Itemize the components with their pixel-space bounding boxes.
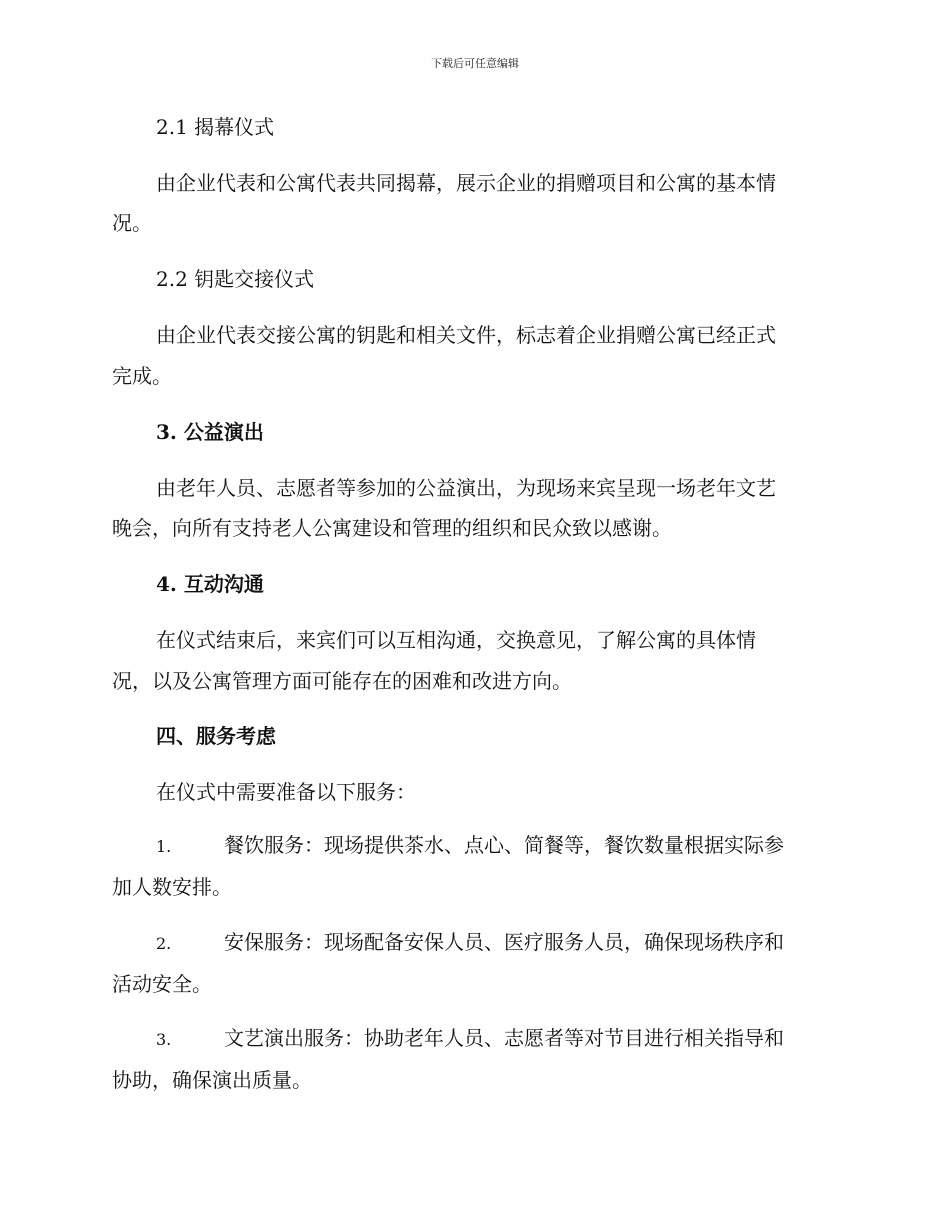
section-2-1-body-line2: 况。 bbox=[112, 211, 152, 235]
section-4-body-line1: 在仪式结束后，来宾们可以互相沟通，交换意见，了解公寓的具体情 bbox=[156, 628, 756, 652]
section-4-body-line2: 况，以及公寓管理方面可能存在的困难和改进方向。 bbox=[112, 669, 572, 693]
service-2-line2: 活动安全。 bbox=[112, 972, 212, 996]
section-3-body-line1: 由老年人员、志愿者等参加的公益演出，为现场来宾呈现一场老年文艺 bbox=[156, 476, 776, 500]
section-2-2-body-line1: 由企业代表交接公寓的钥匙和相关文件，标志着企业捐赠公寓已经正式 bbox=[156, 323, 776, 347]
section-2-1-title: 2.1 揭幕仪式 bbox=[156, 115, 275, 139]
section-2-1-body-line1: 由企业代表和公寓代表共同揭幕，展示企业的捐赠项目和公寓的基本情 bbox=[156, 171, 776, 195]
service-2-line1: 安保服务：现场配备安保人员、医疗服务人员，确保现场秩序和 bbox=[224, 930, 784, 954]
service-3-line1: 文艺演出服务：协助老年人员、志愿者等对节目进行相关指导和 bbox=[224, 1026, 784, 1050]
service-1-line2: 加人数安排。 bbox=[112, 875, 232, 899]
service-3-number: 3. bbox=[156, 1030, 172, 1049]
section-2-2-body-line2: 完成。 bbox=[112, 364, 172, 388]
service-3-line2: 协助，确保演出质量。 bbox=[112, 1068, 312, 1092]
service-1-number: 1. bbox=[156, 837, 172, 856]
service-1-line1: 餐饮服务：现场提供茶水、点心、简餐等，餐饮数量根据实际参 bbox=[224, 833, 784, 857]
part-4-intro: 在仪式中需要准备以下服务： bbox=[156, 780, 416, 804]
section-4-title: 4. 互动沟通 bbox=[156, 572, 264, 596]
section-3-body-line2: 晚会，向所有支持老人公寓建设和管理的组织和民众致以感谢。 bbox=[112, 516, 672, 540]
part-4-title: 四、服务考虑 bbox=[156, 724, 276, 748]
page-header: 下载后可任意编辑 bbox=[431, 57, 519, 70]
section-2-2-title: 2.2 钥匙交接仪式 bbox=[156, 267, 315, 291]
service-2-number: 2. bbox=[156, 934, 172, 953]
section-3-title: 3. 公益演出 bbox=[156, 420, 264, 444]
